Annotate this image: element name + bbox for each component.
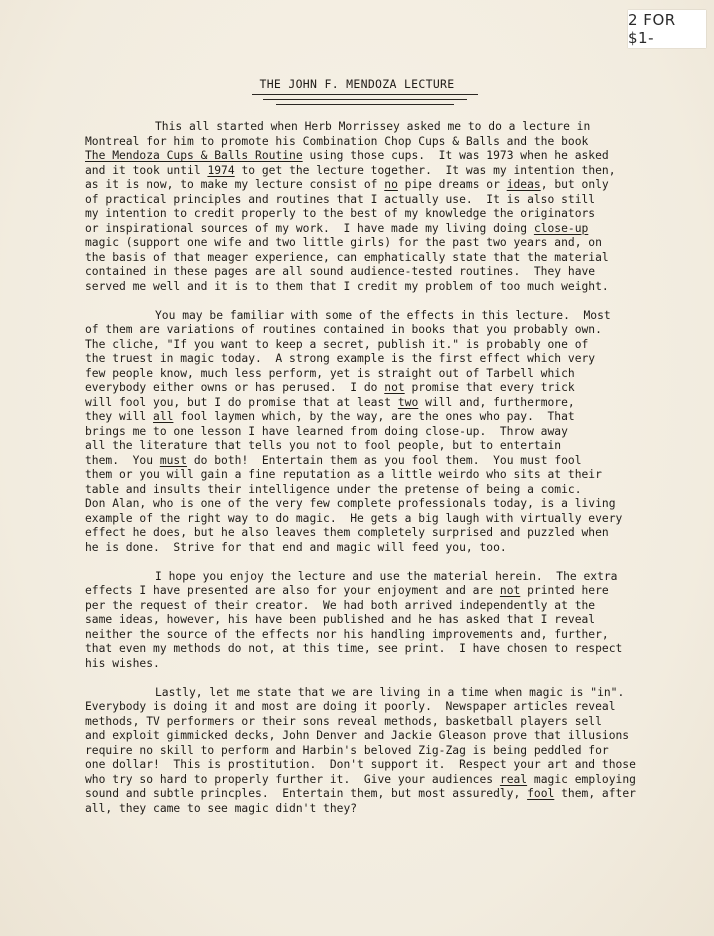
text-line: effects I have presented are also for your enjoyment and are not printed here — [85, 584, 609, 597]
underlined-text: The Mendoza Cups & Balls Routine — [85, 149, 303, 162]
underlined-text: two — [397, 395, 419, 409]
text-line: all, they came to see magic didn't they? — [85, 801, 358, 815]
paragraph — [85, 120, 699, 294]
text-line: the truest in magic today. A strong example is the first effect which very — [85, 352, 596, 365]
text-line: them. You must do both! Entertain them as you fool them. You must fool — [85, 453, 582, 467]
underlined-text: ideas — [506, 178, 541, 191]
text-line: example of the right way to do magic. He gets a big laugh with virtually every — [85, 511, 623, 525]
text-line: effect he does, but he also leaves them completely surprised and puzzled when — [85, 526, 609, 539]
text-line: table and insults their intelligence under the pretense of being a comic. — [85, 482, 582, 496]
text-line: served me well and it is to them that I credit my problem of too much weight. — [85, 279, 609, 293]
text-line: sound and subtle princples. Entertain them, but most assuredly, fool them, after — [85, 787, 636, 800]
underlined-text: not — [499, 584, 521, 597]
text-line: everybody either owns or has perused. I do not promise that every trick — [85, 381, 575, 394]
text-line: per the request of their creator. We had both arrived independently at the — [85, 598, 596, 612]
text-line: The cliche, "If you want to keep a secret, publish it." is probably one of — [85, 337, 589, 351]
text-line: will fool you, but I do promise that at least two will and, furthermore, — [85, 395, 575, 409]
text-line: This all started when Herb Morrissey asked me to do a lecture in — [155, 120, 591, 133]
document-title: THE JOHN F. MENDOZA LECTURE — [259, 77, 455, 91]
title-underline-1 — [252, 94, 478, 95]
underlined-text: fool — [527, 787, 555, 800]
text-line: my intention to credit properly to the best of my knowledge the originators — [85, 207, 596, 220]
paragraph — [85, 570, 699, 672]
underlined-text: close-up — [533, 221, 589, 235]
text-line: of practical principles and routines that I actually use. It is also still — [85, 192, 596, 206]
text-line: neither the source of the effects nor his handling improvements and, further, — [85, 627, 609, 641]
title-underline-3 — [276, 104, 454, 105]
underlined-text: not — [384, 381, 405, 394]
text-line: his wishes. — [85, 656, 160, 670]
text-line: I hope you enjoy the lecture and use the material herein. The extra — [155, 569, 618, 583]
underlined-text: 1974 — [207, 163, 235, 177]
underlined-text: no — [384, 178, 398, 191]
text-line: require no skill to perform and Harbin's beloved Zig-Zag is being peddled for — [85, 743, 609, 757]
text-line: all the literature that tells you not to fool people, but to entertain — [85, 439, 562, 452]
text-line: they will all fool laymen which, by the way, are the ones who pay. That — [85, 410, 575, 423]
title-underline-2 — [263, 99, 467, 100]
text-line: contained in these pages are all sound audience-tested routines. They have — [85, 265, 596, 278]
text-line: the basis of that meager experience, can emphatically state that the material — [85, 250, 609, 264]
text-line: and it took until 1974 to get the lecture together. It was my intention then, — [85, 163, 616, 177]
paragraph — [85, 309, 699, 556]
text-line: as it is now, to make my lecture consist of no pipe dreams or ideas, but only — [85, 178, 609, 191]
text-line: who try so hard to properly further it. Give your audiences real magic employing — [85, 772, 636, 786]
text-line: he is done. Strive for that end and magic will feed you, too. — [85, 540, 507, 554]
text-line: and exploit gimmicked decks, John Denver and Jackie Gleason prove that illusions — [85, 729, 630, 742]
text-line: magic (support one wife and two little girls) for the past two years and, on — [85, 236, 602, 249]
text-line: or inspirational sources of my work. I have made my living doing close-up — [85, 221, 589, 235]
document-body — [85, 120, 699, 831]
underlined-text: all — [153, 410, 174, 423]
underlined-text: real — [499, 772, 528, 786]
text-line: few people know, much less perform, yet is straight out of Tarbell which — [85, 366, 575, 380]
text-line: of them are variations of routines contained in books that you probably own. — [85, 323, 602, 336]
text-line: Don Alan, who is one of the very few complete professionals today, is a living — [85, 497, 616, 510]
underlined-text: must — [159, 453, 188, 467]
paragraph — [85, 686, 699, 817]
text-line: that even my methods do not, at this time, see print. I have chosen to respect — [85, 642, 623, 655]
text-line: brings me to one lesson I have learned from doing close-up. Throw away — [85, 424, 568, 438]
text-line: You may be familiar with some of the effects in this lecture. Most — [155, 308, 611, 322]
text-line: them or you will gain a fine reputation as a little weirdo who sits at their — [85, 468, 602, 481]
text-line: one dollar! This is prostitution. Don't support it. Respect your art and those — [85, 758, 636, 771]
text-line: methods, TV performers or their sons reveal methods, basketball players sell — [85, 714, 602, 728]
text-line: The Mendoza Cups & Balls Routine using those cups. It was 1973 when he asked — [85, 149, 609, 162]
text-line: Everybody is doing it and most are doing it poorly. Newspaper articles reveal — [85, 700, 616, 713]
price-note: 2 FOR $1- — [628, 11, 676, 47]
text-line: Lastly, let me state that we are living in a time when magic is "in". — [155, 685, 625, 699]
text-line: Montreal for him to promote his Combination Chop Cups & Balls and the book — [85, 134, 589, 148]
price-sticker — [628, 10, 706, 48]
text-line: same ideas, however, his have been published and he has asked that I reveal — [85, 613, 596, 626]
